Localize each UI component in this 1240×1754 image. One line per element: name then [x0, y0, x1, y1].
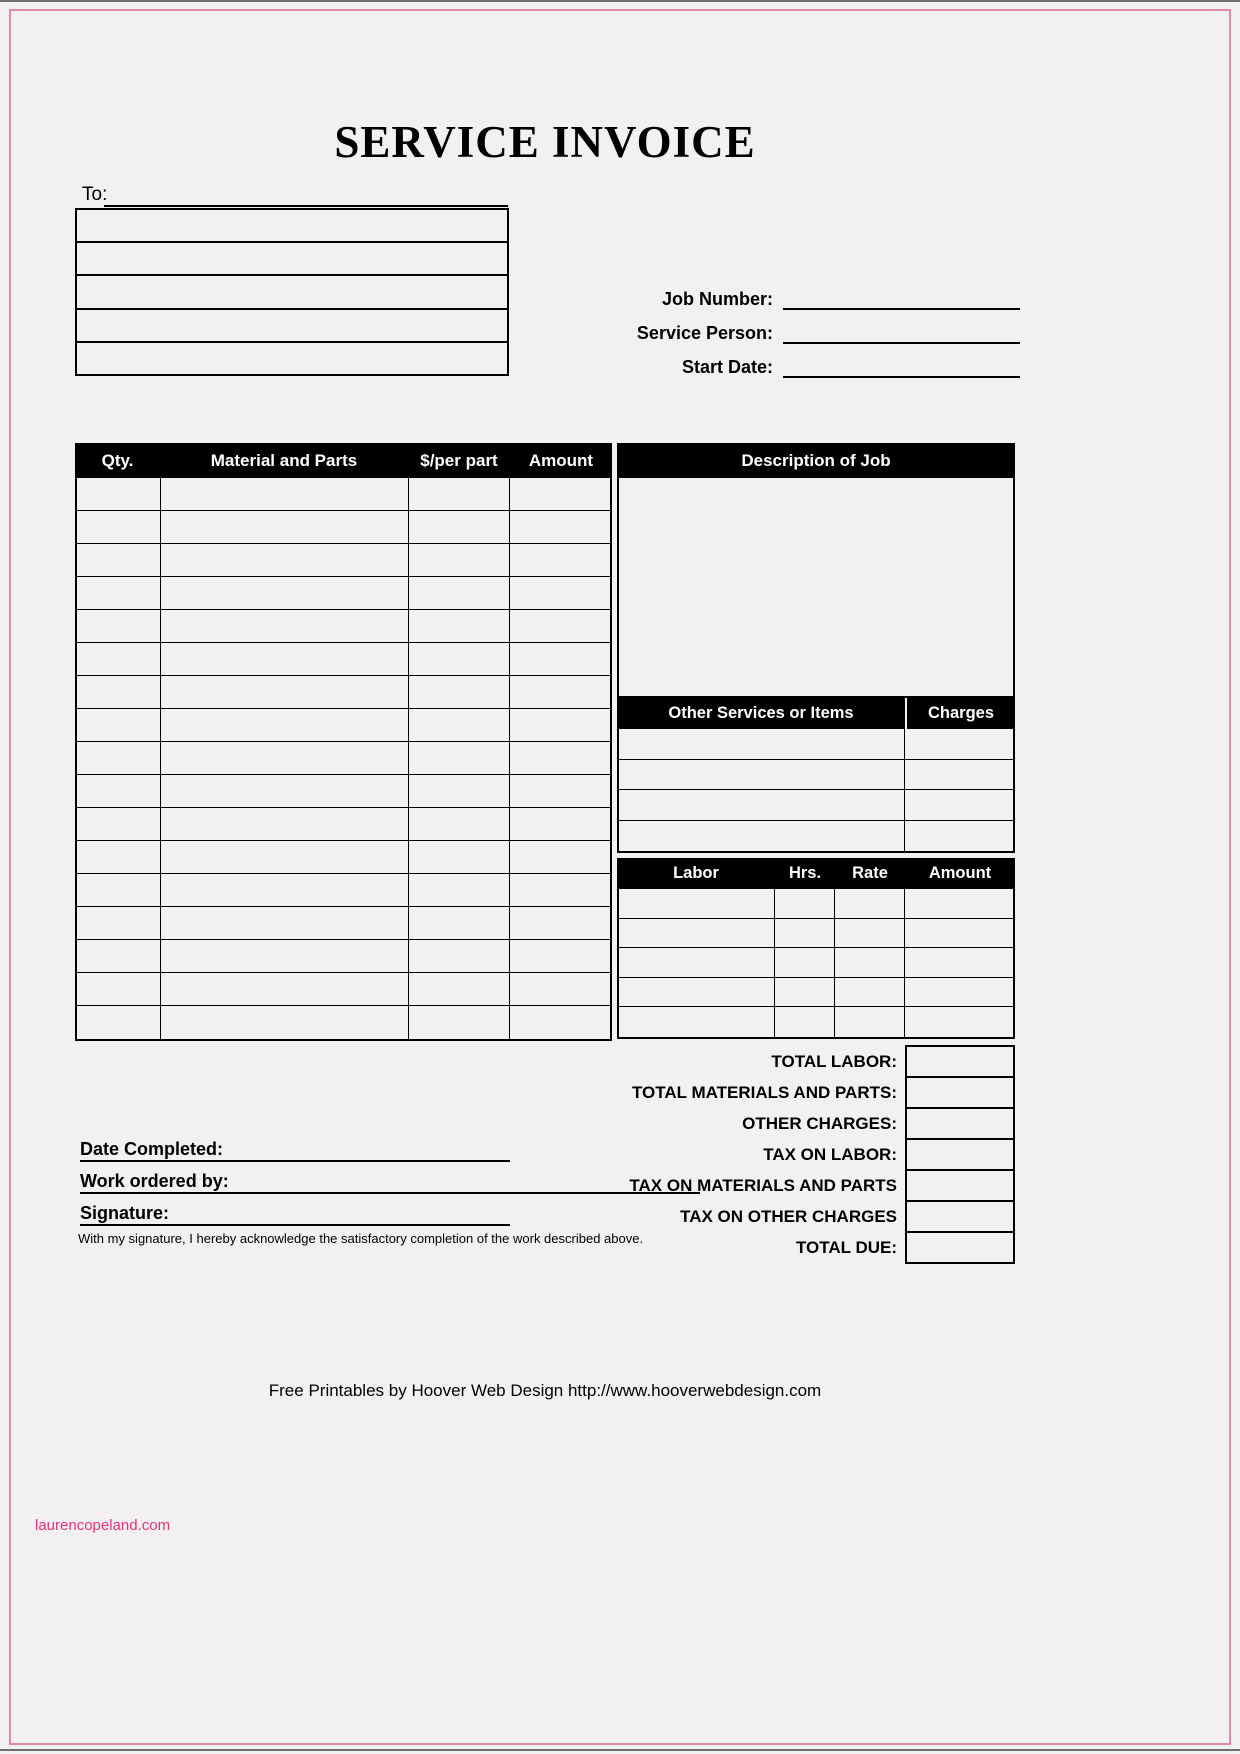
rate-column-header: Rate: [852, 864, 888, 882]
labor-cell: [619, 1007, 775, 1037]
charge-cell: [905, 760, 1013, 790]
qty-cell: [77, 808, 161, 840]
signature-label: Signature:: [80, 1203, 170, 1224]
other-service-row: [619, 821, 1013, 852]
rate-cell: [835, 948, 905, 977]
price-cell: [409, 643, 510, 675]
amount-cell: [510, 610, 610, 642]
amount-cell: [510, 841, 610, 873]
materials-row: [77, 742, 610, 775]
price-cell: [409, 973, 510, 1005]
materials-row: [77, 874, 610, 907]
materials-row: [77, 610, 610, 643]
charge-cell: [905, 790, 1013, 820]
price-cell: [409, 742, 510, 774]
labor-cell: [619, 978, 775, 1007]
amount-cell: [510, 940, 610, 972]
materials-table-header: [75, 443, 612, 478]
to-line: [104, 205, 508, 207]
material-cell: [161, 907, 409, 939]
materials-row: [77, 973, 610, 1006]
description-of-job-area: [617, 478, 1015, 698]
qty-cell: [77, 610, 161, 642]
address-line: [77, 210, 507, 243]
qty-cell: [77, 775, 161, 807]
amount-cell: [510, 775, 610, 807]
charge-cell: [905, 729, 1013, 759]
qty-cell: [77, 907, 161, 939]
materials-row: [77, 676, 610, 709]
labor-amount-cell: [905, 948, 1013, 977]
job-number-line: [783, 308, 1020, 310]
labor-amount-cell: [905, 978, 1013, 1007]
qty-column-header: Qty.: [101, 451, 134, 470]
amount-cell: [510, 709, 610, 741]
total-label: TAX ON MATERIALS AND PARTS: [629, 1175, 897, 1195]
total-row: [560, 1045, 1015, 1078]
materials-row: [77, 709, 610, 742]
price-cell: [409, 874, 510, 906]
material-cell: [161, 610, 409, 642]
qty-cell: [77, 1006, 161, 1039]
price-cell: [409, 511, 510, 543]
qty-cell: [77, 940, 161, 972]
qty-cell: [77, 874, 161, 906]
materials-table: [75, 443, 612, 1041]
per-part-column-header: $/per part: [420, 451, 498, 470]
labor-cell: [619, 948, 775, 977]
total-label: TOTAL LABOR:: [771, 1051, 897, 1071]
labor-cell: [619, 919, 775, 948]
material-cell: [161, 511, 409, 543]
scan-edge-top: [0, 0, 1240, 2]
total-row: [560, 1076, 1015, 1109]
hrs-column-header: Hrs.: [788, 864, 822, 882]
materials-row: [77, 544, 610, 577]
qty-cell: [77, 841, 161, 873]
total-row: [560, 1200, 1015, 1233]
material-cell: [161, 841, 409, 873]
amount-cell: [510, 577, 610, 609]
qty-cell: [77, 577, 161, 609]
price-cell: [409, 544, 510, 576]
materials-row: [77, 478, 610, 511]
labor-amount-cell: [905, 889, 1013, 918]
hrs-cell: [775, 919, 835, 948]
amount-cell: [510, 643, 610, 675]
total-amount-box: [905, 1169, 1015, 1202]
material-cell: [161, 742, 409, 774]
total-label: TOTAL DUE:: [795, 1237, 897, 1257]
price-cell: [409, 676, 510, 708]
qty-cell: [77, 973, 161, 1005]
qty-cell: [77, 676, 161, 708]
description-of-job-header: Description of Job: [617, 443, 1015, 478]
service-item-cell: [619, 790, 905, 820]
date-completed-field: [80, 1134, 510, 1162]
price-cell: [409, 907, 510, 939]
amount-cell: [510, 676, 610, 708]
labor-column-header: Labor: [673, 864, 719, 882]
to-label: To:: [82, 184, 108, 205]
job-number-row: [600, 276, 1020, 310]
amount-cell: [510, 808, 610, 840]
materials-table-body: [75, 478, 612, 1041]
service-person-line: [783, 342, 1020, 344]
service-person-row: [600, 310, 1020, 344]
total-amount-box: [905, 1138, 1015, 1171]
hrs-cell: [775, 948, 835, 977]
total-row: [560, 1107, 1015, 1140]
service-item-cell: [619, 760, 905, 790]
labor-amount-column-header: Amount: [928, 864, 992, 882]
materials-row: [77, 775, 610, 808]
work-ordered-by-field: [80, 1166, 700, 1194]
amount-cell: [510, 874, 610, 906]
price-cell: [409, 841, 510, 873]
job-info-section: [600, 276, 1020, 378]
hrs-cell: [775, 889, 835, 918]
material-cell: [161, 808, 409, 840]
price-cell: [409, 709, 510, 741]
address-line: [77, 310, 507, 343]
charge-cell: [905, 821, 1013, 852]
service-item-cell: [619, 729, 905, 759]
amount-cell: [510, 742, 610, 774]
total-label: TAX ON LABOR:: [763, 1144, 897, 1164]
qty-cell: [77, 643, 161, 675]
labor-table-body: [617, 889, 1015, 1039]
hrs-cell: [775, 1007, 835, 1037]
qty-cell: [77, 478, 161, 510]
price-cell: [409, 808, 510, 840]
total-amount-box: [905, 1107, 1015, 1140]
material-cell: [161, 544, 409, 576]
total-amount-box: [905, 1076, 1015, 1109]
labor-amount-cell: [905, 1007, 1013, 1037]
labor-row: [619, 919, 1013, 949]
footer-credit: Free Printables by Hoover Web Design http://www.hooverwebdesign.com: [268, 1381, 822, 1400]
total-amount-box: [905, 1045, 1015, 1078]
other-service-row: [619, 790, 1013, 821]
address-line: [77, 343, 507, 374]
materials-row: [77, 1006, 610, 1039]
page-title: SERVICE INVOICE: [334, 117, 756, 167]
material-cell: [161, 478, 409, 510]
materials-row: [77, 907, 610, 940]
rate-cell: [835, 919, 905, 948]
other-services-header: [617, 698, 1015, 729]
labor-row: [619, 1007, 1013, 1037]
amount-cell: [510, 544, 610, 576]
rate-cell: [835, 978, 905, 1007]
start-date-row: [600, 344, 1020, 378]
material-cell: [161, 709, 409, 741]
service-item-cell: [619, 821, 905, 852]
materials-row: [77, 577, 610, 610]
start-date-label: Start Date:: [681, 357, 773, 377]
watermark: laurencopeland.com: [35, 1517, 171, 1534]
address-line: [77, 243, 507, 276]
service-person-label: Service Person:: [636, 323, 773, 343]
material-cell: [161, 676, 409, 708]
address-line: [77, 276, 507, 309]
price-cell: [409, 577, 510, 609]
qty-cell: [77, 709, 161, 741]
price-cell: [409, 1006, 510, 1039]
material-parts-column-header: Material and Parts: [210, 451, 358, 470]
qty-cell: [77, 511, 161, 543]
material-cell: [161, 973, 409, 1005]
other-service-row: [619, 760, 1013, 791]
price-cell: [409, 478, 510, 510]
amount-column-header: Amount: [528, 451, 594, 470]
amount-cell: [510, 907, 610, 939]
address-box: [75, 208, 509, 376]
labor-cell: [619, 889, 775, 918]
material-cell: [161, 775, 409, 807]
signature-field: [80, 1198, 510, 1226]
rate-cell: [835, 1007, 905, 1037]
total-label: OTHER CHARGES:: [742, 1113, 897, 1133]
price-cell: [409, 610, 510, 642]
total-label: TOTAL MATERIALS AND PARTS:: [631, 1082, 897, 1102]
labor-table-header: [617, 858, 1015, 889]
charges-label: Charges: [905, 698, 1015, 729]
materials-row: [77, 940, 610, 973]
rate-cell: [835, 889, 905, 918]
other-service-row: [619, 729, 1013, 760]
total-amount-box: [905, 1200, 1015, 1233]
price-cell: [409, 940, 510, 972]
material-cell: [161, 874, 409, 906]
other-services-body: [617, 729, 1015, 853]
amount-cell: [510, 511, 610, 543]
labor-row: [619, 948, 1013, 978]
material-cell: [161, 1006, 409, 1039]
scan-edge-bottom: [0, 1749, 1240, 1751]
amount-cell: [510, 478, 610, 510]
qty-cell: [77, 544, 161, 576]
signature-disclaimer: With my signature, I hereby acknowledge the satisfactory completion of the work described above.: [78, 1231, 644, 1246]
material-cell: [161, 940, 409, 972]
work-ordered-by-label: Work ordered by:: [80, 1171, 229, 1192]
labor-row: [619, 978, 1013, 1008]
materials-row: [77, 511, 610, 544]
materials-row: [77, 808, 610, 841]
amount-cell: [510, 973, 610, 1005]
materials-row: [77, 841, 610, 874]
material-cell: [161, 577, 409, 609]
start-date-line: [783, 376, 1020, 378]
materials-row: [77, 643, 610, 676]
amount-cell: [510, 1006, 610, 1039]
total-amount-box: [905, 1231, 1015, 1264]
labor-row: [619, 889, 1013, 919]
labor-amount-cell: [905, 919, 1013, 948]
price-cell: [409, 775, 510, 807]
material-cell: [161, 643, 409, 675]
hrs-cell: [775, 978, 835, 1007]
other-services-label: Other Services or Items: [668, 704, 854, 722]
qty-cell: [77, 742, 161, 774]
job-description-section: [617, 443, 1015, 1039]
job-number-label: Job Number:: [661, 289, 773, 309]
date-completed-label: Date Completed:: [80, 1139, 224, 1160]
total-label: TAX ON OTHER CHARGES: [680, 1206, 897, 1226]
